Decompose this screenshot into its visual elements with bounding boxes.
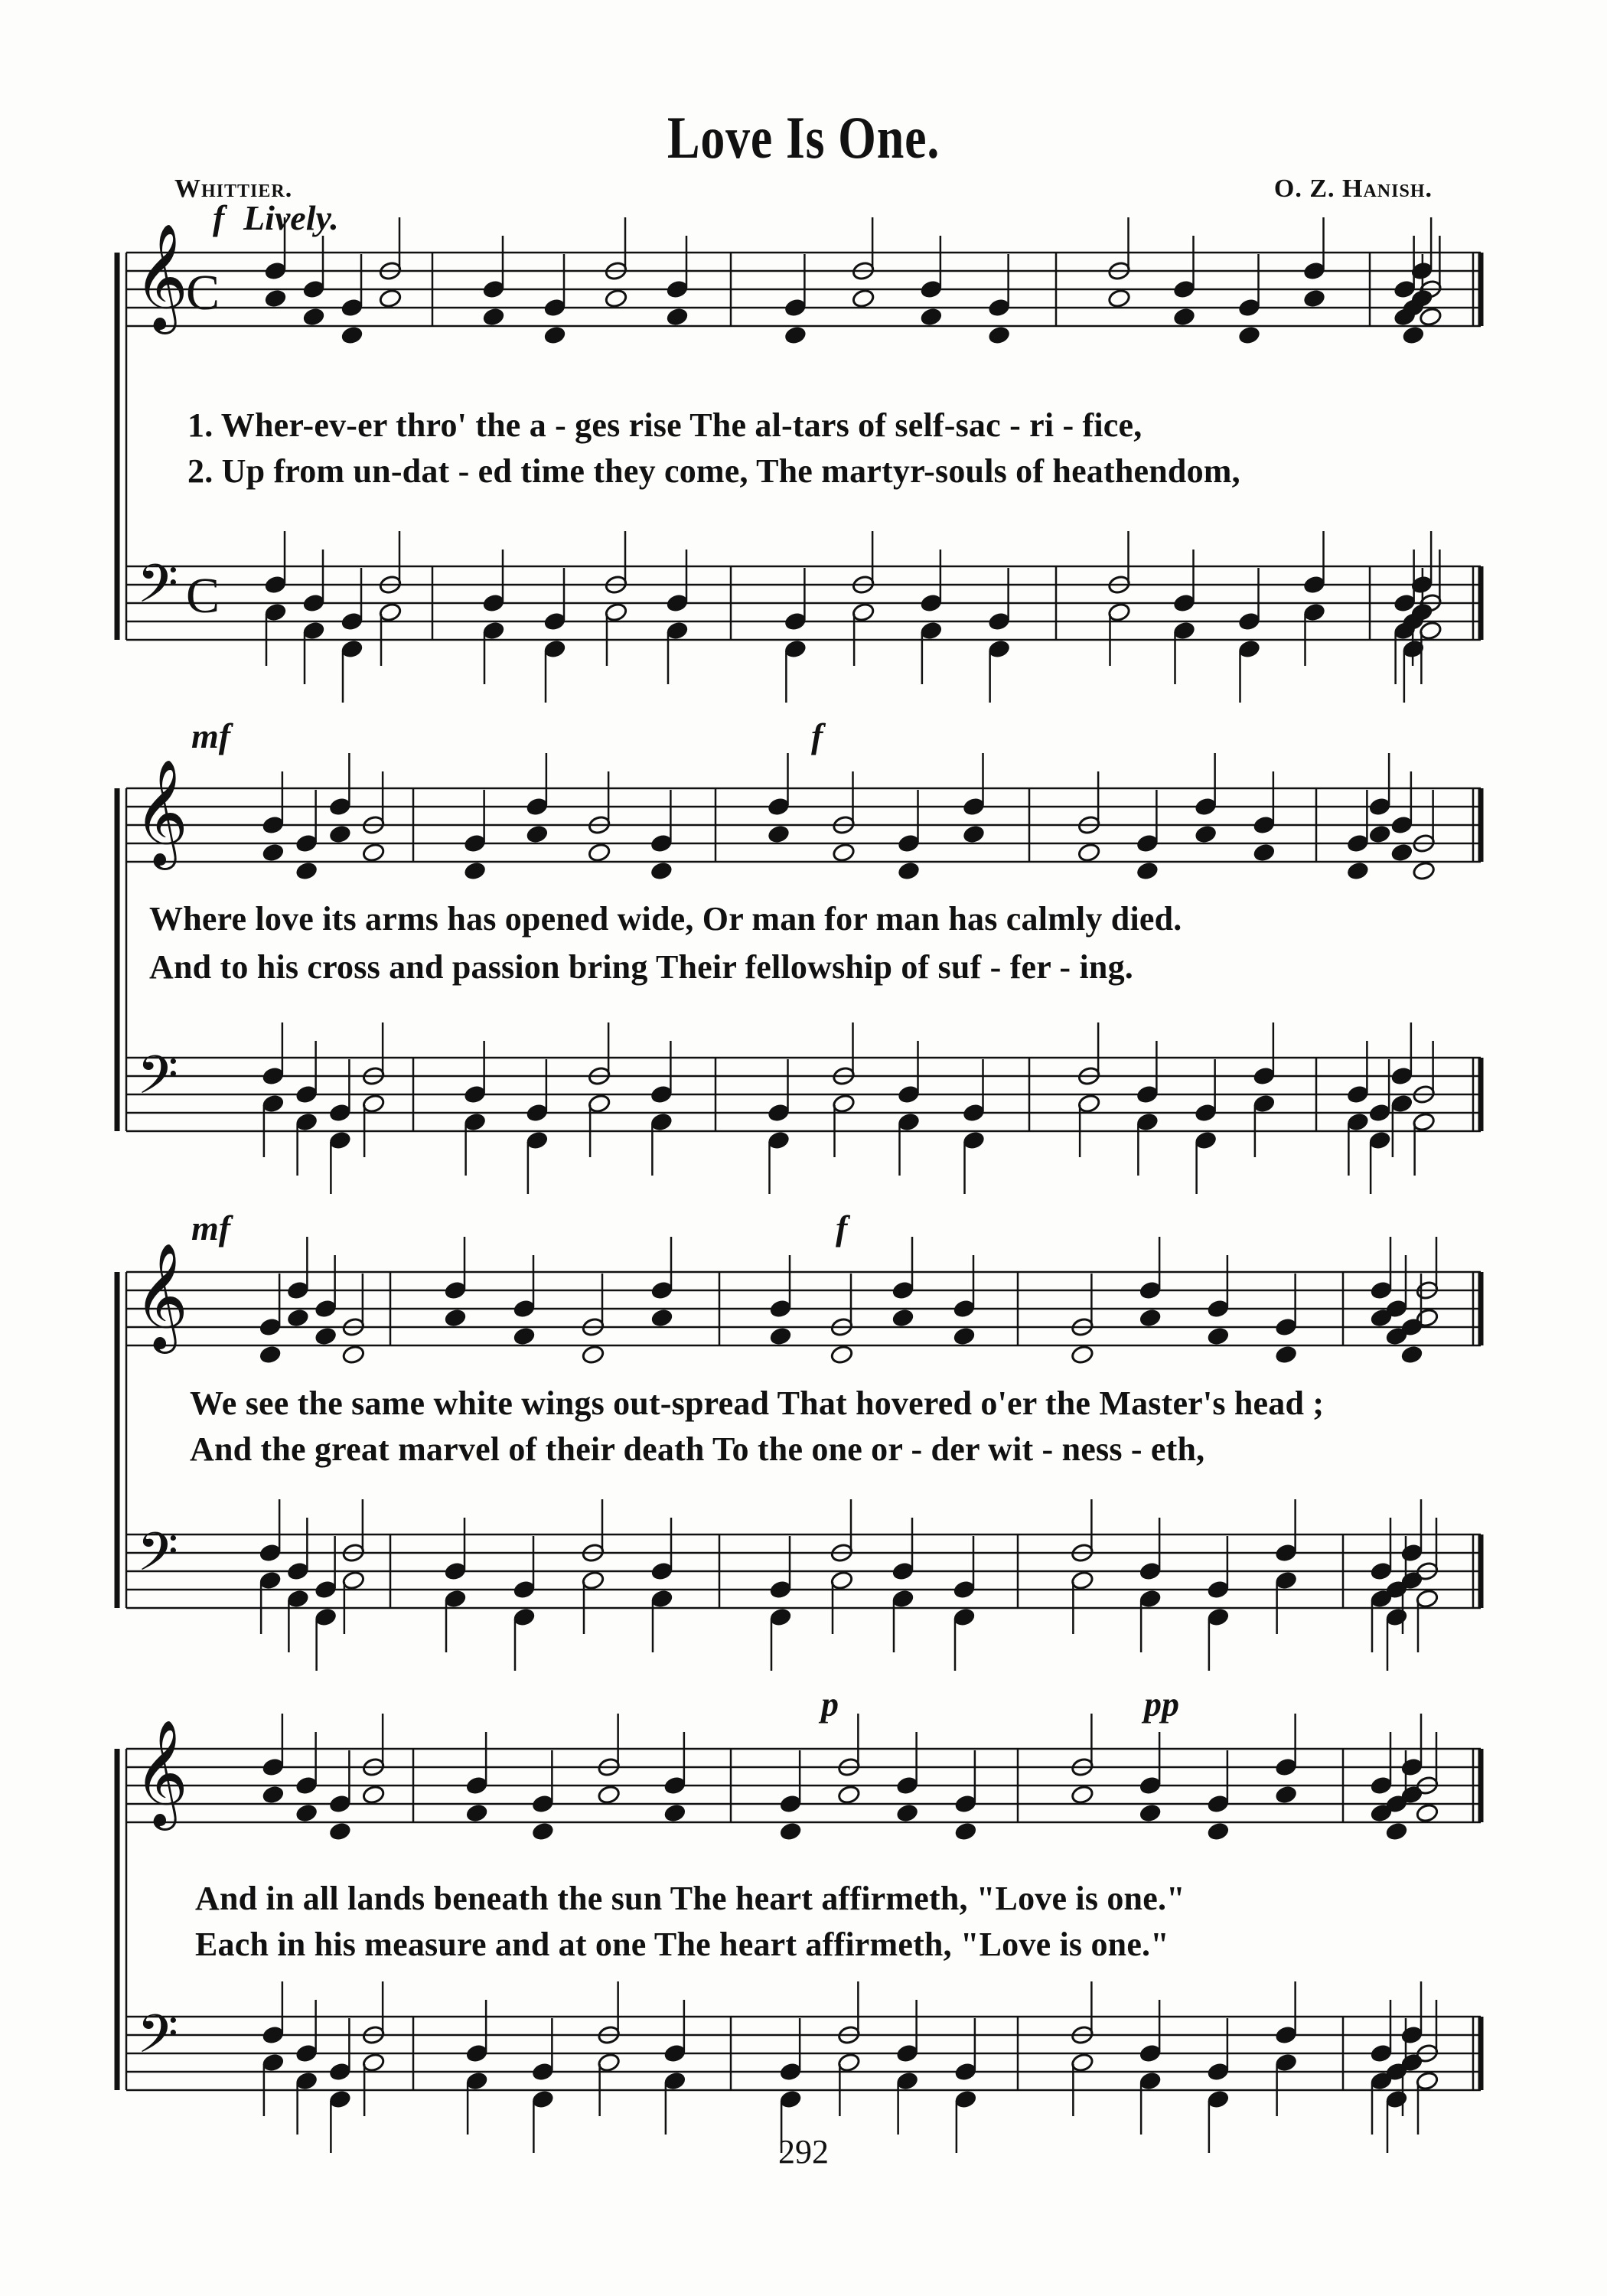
notehead	[1139, 1803, 1162, 1824]
notehead	[1194, 824, 1217, 845]
notehead	[1400, 1345, 1424, 1365]
treble-clef-icon: 𝄞	[134, 759, 188, 866]
dynamic-pianissimo: pp	[1144, 1684, 1179, 1724]
notehead	[767, 824, 790, 845]
notehead	[465, 1803, 489, 1824]
dynamic-mezzo-forte-1: mf	[191, 716, 231, 755]
notehead	[261, 843, 285, 863]
notehead	[1401, 325, 1425, 346]
lyric-system3-verse1: We see the same white wings out-spread That hovered o'er the Master's head ;	[190, 1384, 1325, 1422]
notehead	[261, 1785, 285, 1805]
notehead	[1390, 843, 1413, 863]
notehead	[1206, 1326, 1230, 1347]
hymn-title: Love Is One.	[667, 104, 940, 171]
lyric-system1-verse1: 1. Wher-ev-er thro' the a - ges rise The al-tars of self-sac - ri - fice,	[187, 406, 1143, 444]
lyric-system1-verse2: 2. Up from un-dat - ed time they come, The martyr-souls of heathendom,	[187, 452, 1240, 490]
notehead	[341, 325, 364, 346]
lyric-system3-verse2: And the great marvel of their death To the one or - der wit - ness - eth,	[190, 1430, 1205, 1468]
common-time-icon: C	[186, 265, 220, 321]
notehead	[1346, 861, 1370, 882]
dynamic-forte: f	[213, 198, 225, 237]
notehead	[769, 1326, 793, 1347]
notehead	[286, 1308, 310, 1329]
notehead	[953, 1821, 977, 1842]
notehead	[314, 1326, 337, 1347]
notehead	[531, 1821, 555, 1842]
notehead	[953, 1326, 976, 1347]
notehead	[663, 1803, 686, 1824]
dynamic-forte-3: f	[836, 1208, 848, 1247]
notehead	[1071, 1345, 1094, 1365]
notehead	[897, 861, 921, 882]
notehead	[588, 843, 611, 863]
notehead	[1385, 1821, 1409, 1842]
lyricist-credit: Whittier.	[174, 174, 293, 203]
notehead	[666, 307, 689, 328]
notehead	[852, 289, 875, 309]
notehead	[650, 861, 673, 882]
bass-clef-icon: 𝄢	[137, 1521, 179, 1596]
treble-clef-icon: 𝄞	[134, 1720, 188, 1826]
notehead	[295, 1803, 318, 1824]
lyric-system2-verse1: Where love its arms has opened wide, Or man for man has calmly died.	[149, 900, 1182, 938]
notehead	[1368, 824, 1392, 845]
notehead	[597, 1785, 621, 1805]
notehead	[341, 1345, 365, 1365]
notehead	[1252, 843, 1276, 863]
notehead	[444, 1308, 468, 1329]
notehead	[784, 325, 807, 346]
tempo-marking: Lively.	[243, 198, 339, 237]
notehead	[543, 325, 567, 346]
notehead	[1136, 861, 1159, 882]
notehead	[362, 843, 386, 863]
notehead	[1206, 1821, 1230, 1842]
notehead	[1274, 1345, 1298, 1365]
dynamic-forte-2: f	[811, 716, 823, 755]
notehead	[328, 824, 352, 845]
notehead	[302, 307, 326, 328]
notehead	[379, 289, 403, 309]
notehead	[919, 307, 943, 328]
bass-clef-icon: 𝄢	[137, 553, 179, 628]
notehead	[295, 861, 318, 882]
notehead	[1139, 1308, 1162, 1329]
notehead	[463, 861, 487, 882]
notehead	[830, 1345, 854, 1365]
lyric-system2-verse2: And to his cross and passion bring Their fellowship of suf - fer - ing.	[149, 948, 1133, 986]
notehead	[582, 1345, 605, 1365]
composer-credit: O. Z. Hanish.	[1273, 174, 1433, 203]
dynamic-mezzo-forte-2: mf	[191, 1208, 231, 1247]
notehead	[328, 1821, 352, 1842]
notehead	[837, 1785, 861, 1805]
notehead	[895, 1803, 919, 1824]
bass-clef-icon: 𝄢	[137, 2003, 179, 2078]
page-number: 292	[778, 2133, 829, 2170]
notehead	[779, 1821, 803, 1842]
lyric-system4-verse2: Each in his measure and at one The heart affirmeth, "Love is one."	[195, 1926, 1169, 1963]
lyric-system4-verse1: And in all lands beneath the sun The heart affirmeth, "Love is one."	[195, 1880, 1185, 1917]
notehead	[1274, 1785, 1298, 1805]
bass-clef-icon: 𝄢	[137, 1044, 179, 1119]
notehead	[264, 289, 288, 309]
notehead	[605, 289, 628, 309]
notehead	[482, 307, 506, 328]
notehead	[259, 1345, 282, 1365]
dynamic-piano: p	[821, 1684, 839, 1724]
notehead	[513, 1326, 536, 1347]
notehead	[1107, 289, 1131, 309]
notehead	[1237, 325, 1261, 346]
notehead	[1077, 843, 1101, 863]
treble-clef-icon: 𝄞	[134, 223, 188, 330]
notehead	[1412, 861, 1436, 882]
common-time-icon: C	[186, 568, 220, 624]
notehead	[1302, 289, 1326, 309]
treble-clef-icon: 𝄞	[134, 1243, 188, 1349]
notehead	[362, 1785, 386, 1805]
notehead	[525, 824, 549, 845]
notehead	[1172, 307, 1196, 328]
notehead	[962, 824, 986, 845]
notehead	[987, 325, 1011, 346]
notehead	[1071, 1785, 1094, 1805]
notehead	[892, 1308, 915, 1329]
notehead	[832, 843, 856, 863]
notehead	[650, 1308, 674, 1329]
notehead	[1416, 1803, 1439, 1824]
